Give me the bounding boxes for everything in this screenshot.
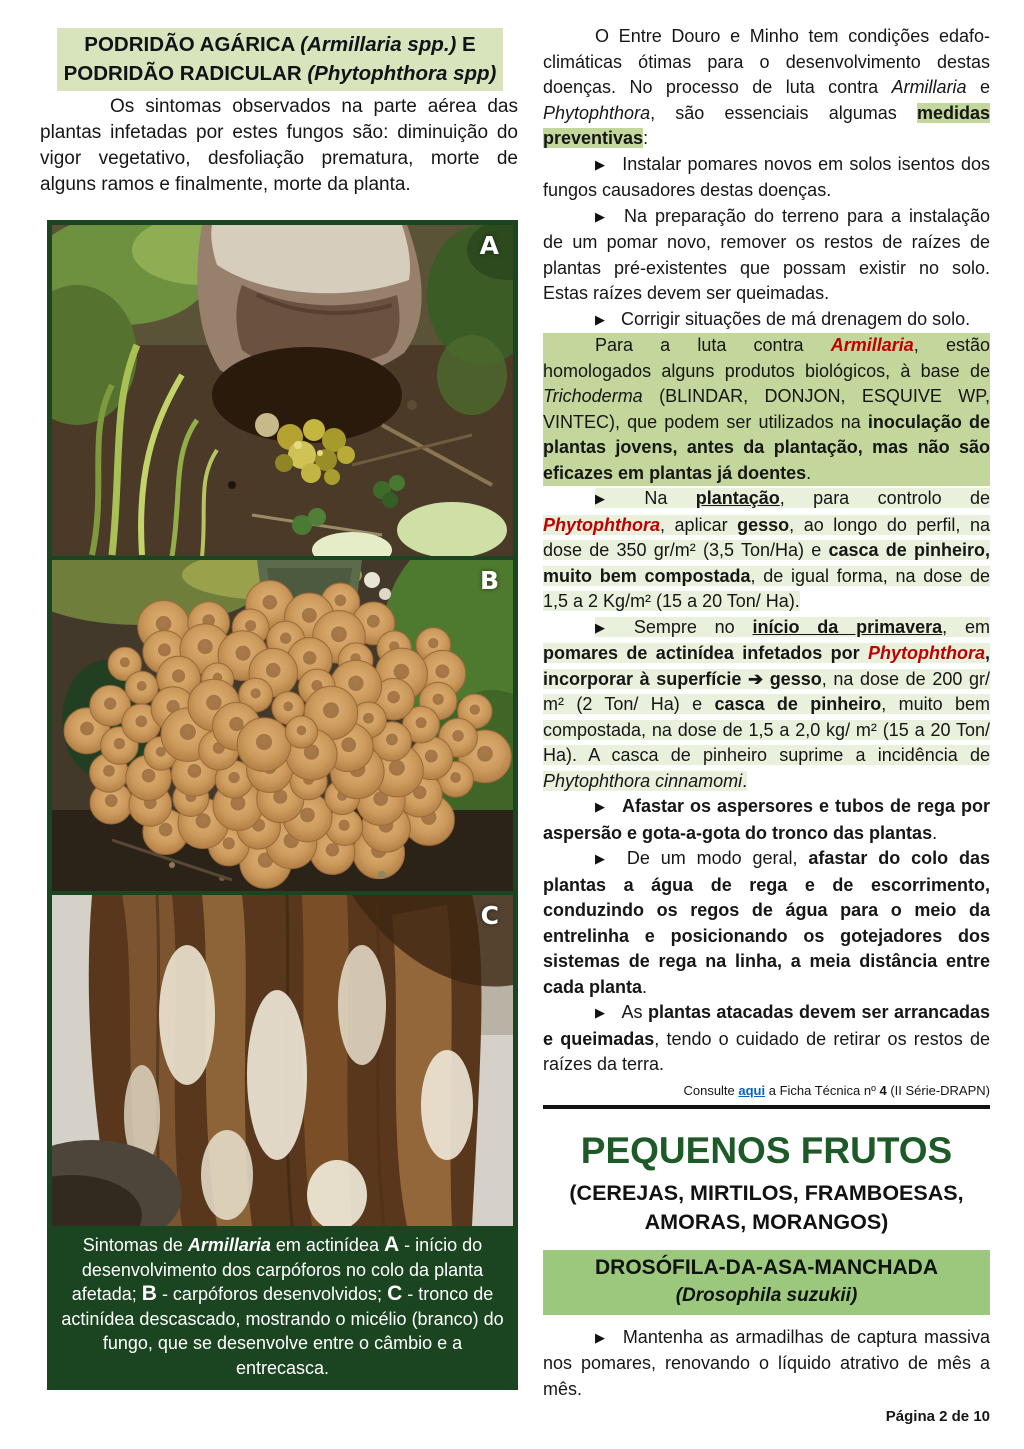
text-run: pomares de actinídea infetados por [543, 643, 868, 663]
text-run: C [387, 1282, 403, 1305]
text-run: início da primavera [752, 616, 943, 637]
photo-c-illustration [52, 895, 513, 1226]
text-run: Phytophthora cinnamomi [543, 770, 743, 791]
text-run: gesso [769, 668, 822, 689]
text-run: ▶ [595, 491, 629, 506]
text-run: afastar do colo das plantas a água de rega e de escorrimento, conduzindo os regos de água para o meio da entrelinha e posicionando os gotejadores dos sistemas de rega na linha, a meia distância entre cada planta [543, 848, 990, 997]
text-run: plantação [695, 488, 780, 508]
bullet-new-orchards [543, 152, 990, 204]
consult-line [543, 1082, 990, 1100]
text-run: : [643, 128, 649, 148]
text-run: Consulte [683, 1082, 739, 1098]
text-run: - carpóforos desenvolvidos; [156, 1284, 388, 1304]
photo-label-b: B [479, 566, 499, 595]
text-run: ▶ [595, 311, 605, 327]
text-run: , para controlo de [779, 488, 991, 508]
figure-caption [52, 1230, 513, 1390]
page-number: Página 2 de 10 [885, 1408, 990, 1425]
text-run: casca de pinheiro, muito bem compostada [543, 540, 990, 586]
text-run: Sintomas de [82, 1235, 188, 1255]
highlighted-run [543, 488, 990, 611]
text-run: PODRIDÃO AGÁRICA [84, 33, 301, 56]
text-run: ▶ [595, 799, 606, 814]
text-run: Sempre no [633, 616, 753, 637]
text-run: E PODRIDÃO RADICULAR [63, 33, 476, 85]
section-subtitle: (CEREJAS, MIRTILOS, FRAMBOESAS, AMORAS, MORANGOS) [569, 1180, 964, 1234]
text-run: Na preparação do terreno para a instalação de um pomar novo, remover os restos de raízes de plantas pré-existentes que possam existir no solo. Estas raízes devem ser queimadas. [543, 205, 990, 303]
left-title-box [57, 28, 503, 91]
photo-c [52, 895, 513, 1226]
text-run: , estão homologados alguns produtos biológicos, à base de [543, 335, 990, 381]
highlighted-run [543, 617, 990, 791]
text-run: (Phytophthora spp) [307, 62, 497, 85]
drosophila-subtitle: (Drosophila suzukii) [675, 1284, 858, 1306]
text-run: A [383, 1233, 400, 1256]
bullet-armadilhas [543, 1325, 990, 1403]
text-run: medidas preventivas [543, 102, 990, 148]
text-run: (Armillaria spp.) [300, 33, 457, 56]
text-run: ▶ [595, 208, 608, 224]
bullet-inicio-primavera [543, 615, 990, 795]
text-run: Afastar os aspersores e tubos de rega por aspersão e gota-a-gota do tronco das plantas [543, 796, 990, 843]
text-run: , tendo o cuidado de retirar os restos de raízes da terra. [543, 1028, 990, 1074]
link-aqui[interactable]: aqui [738, 1082, 766, 1098]
text-run: Armillaria [830, 335, 914, 355]
text-run: ▶ [595, 1329, 607, 1345]
photo-b-illustration [52, 560, 513, 891]
text-run: Armillaria [187, 1235, 271, 1255]
left-intro-paragraph [40, 94, 518, 198]
text-run: ▶ [595, 619, 618, 635]
text-run: De um modo geral, [626, 848, 809, 868]
text-run: . [642, 976, 648, 997]
text-run: , na dose de 200 gr/ m² (2 Ton/ Ha) e [543, 668, 990, 714]
photo-a-illustration [52, 225, 513, 556]
text-run: ▶ [595, 156, 607, 172]
right-column [543, 24, 990, 1430]
section-title: PEQUENOS FRUTOS [580, 1129, 953, 1171]
text-run: inoculação de plantas jovens, antes da plantação, mas não são eficazes em plantas já doentes [543, 411, 990, 483]
text-run: - tronco de actinídea descascado, mostrando o micélio (branco) do fungo, que se desenvolve entre o câmbio e a entrecasca. [61, 1284, 504, 1378]
drosophila-header-box [543, 1250, 990, 1315]
text-run: Corrigir situações de má drenagem do solo. [621, 308, 971, 329]
text-run: plantas atacadas devem ser arrancadas e queimadas [543, 1002, 991, 1049]
text-run: , em [942, 616, 990, 637]
text-run: , são essenciais algumas [650, 102, 917, 123]
text-run: , aplicar [660, 514, 738, 535]
text-run: Phytophthora [867, 643, 985, 663]
stump-shape [197, 225, 421, 443]
bullet-plantacao-gesso [543, 486, 990, 615]
text-run: Para a luta contra [595, 335, 831, 355]
photo-b [52, 560, 513, 891]
photo-a [52, 225, 513, 556]
bullet-plantas-atacadas [543, 1000, 990, 1078]
bullet-drainage [543, 307, 990, 334]
text-run: Trichoderma [543, 386, 643, 406]
text-run: gesso [737, 514, 790, 535]
section-divider [543, 1105, 990, 1109]
text-run: Mantenha as armadilhas de captura massiva nos pomares, renovando o líquido atrativo de mês a mês. [543, 1326, 990, 1399]
text-run: , de igual forma, na dose de 1,5 a 2 Kg/m² (15 a 20 Ton/ Ha). [543, 565, 990, 611]
photo-label-a: A [479, 231, 499, 260]
text-run: em actinídea [270, 1235, 384, 1255]
text-run: Phytophthora [543, 514, 660, 535]
text-run: . [806, 462, 812, 483]
text-run: , ao longo do perfil, na dose de 350 gr/m² (3,5 Ton/Ha) e [543, 514, 990, 560]
text-run: - início do desenvolvimento dos carpóforos no colo da planta afetada; [71, 1235, 484, 1304]
text-run: Os sintomas observados na parte aérea das plantas infetadas por estes fungos são: diminuição do vigor vegetativo, desfoliação prematura, morte de alguns ramos e finalmente, morte da planta. [40, 96, 518, 195]
text-run: B [141, 1282, 157, 1305]
text-run: casca de pinheiro [714, 694, 882, 714]
text-run: ▶ [595, 851, 611, 866]
photo-label-c: C [480, 901, 499, 930]
text-run: Na [644, 488, 696, 508]
text-run: , muito bem compostada, na dose de 1,5 a 2,0 kg/ m² (15 a 20 Ton/ Ha). A casca de pinheiro suprime a incidência de [543, 694, 990, 765]
text-run: Instalar pomares novos em solos isentos dos fungos causadores destas doenças. [543, 153, 990, 200]
text-run: . [742, 770, 748, 791]
text-run: . [932, 822, 938, 843]
text-run: As [621, 1002, 648, 1022]
figure-frame [47, 220, 518, 1390]
bullet-agua-rega [543, 846, 990, 1000]
text-run: e [966, 77, 990, 97]
text-run: ➔ [747, 668, 770, 689]
armillaria-products-note [543, 333, 990, 486]
bullet-aspersores [543, 794, 990, 846]
text-run: (II Série-DRAPN) [886, 1082, 990, 1098]
text-run: 4 [879, 1082, 887, 1098]
bullet-terrain-preparation [543, 204, 990, 307]
paragraph-intro [543, 24, 990, 152]
text-run: Armillaria [891, 77, 967, 97]
drosophila-title: DROSÓFILA-DA-ASA-MANCHADA [595, 1255, 938, 1279]
text-run: O Entre Douro e Minho tem condições edafo-climáticas ótimas para o desenvolvimento destas doenças. No processo de luta contra [543, 26, 990, 97]
text-run: (BLINDAR, DONJON, ESQUIVE WP, VINTEC), que podem ser utilizados na [543, 386, 990, 432]
text-run: , incorporar à superfície [543, 643, 990, 689]
text-run: Phytophthora [543, 102, 651, 123]
text-run: a Ficha Técnica nº [765, 1082, 880, 1098]
text-run: ▶ [595, 1005, 606, 1020]
